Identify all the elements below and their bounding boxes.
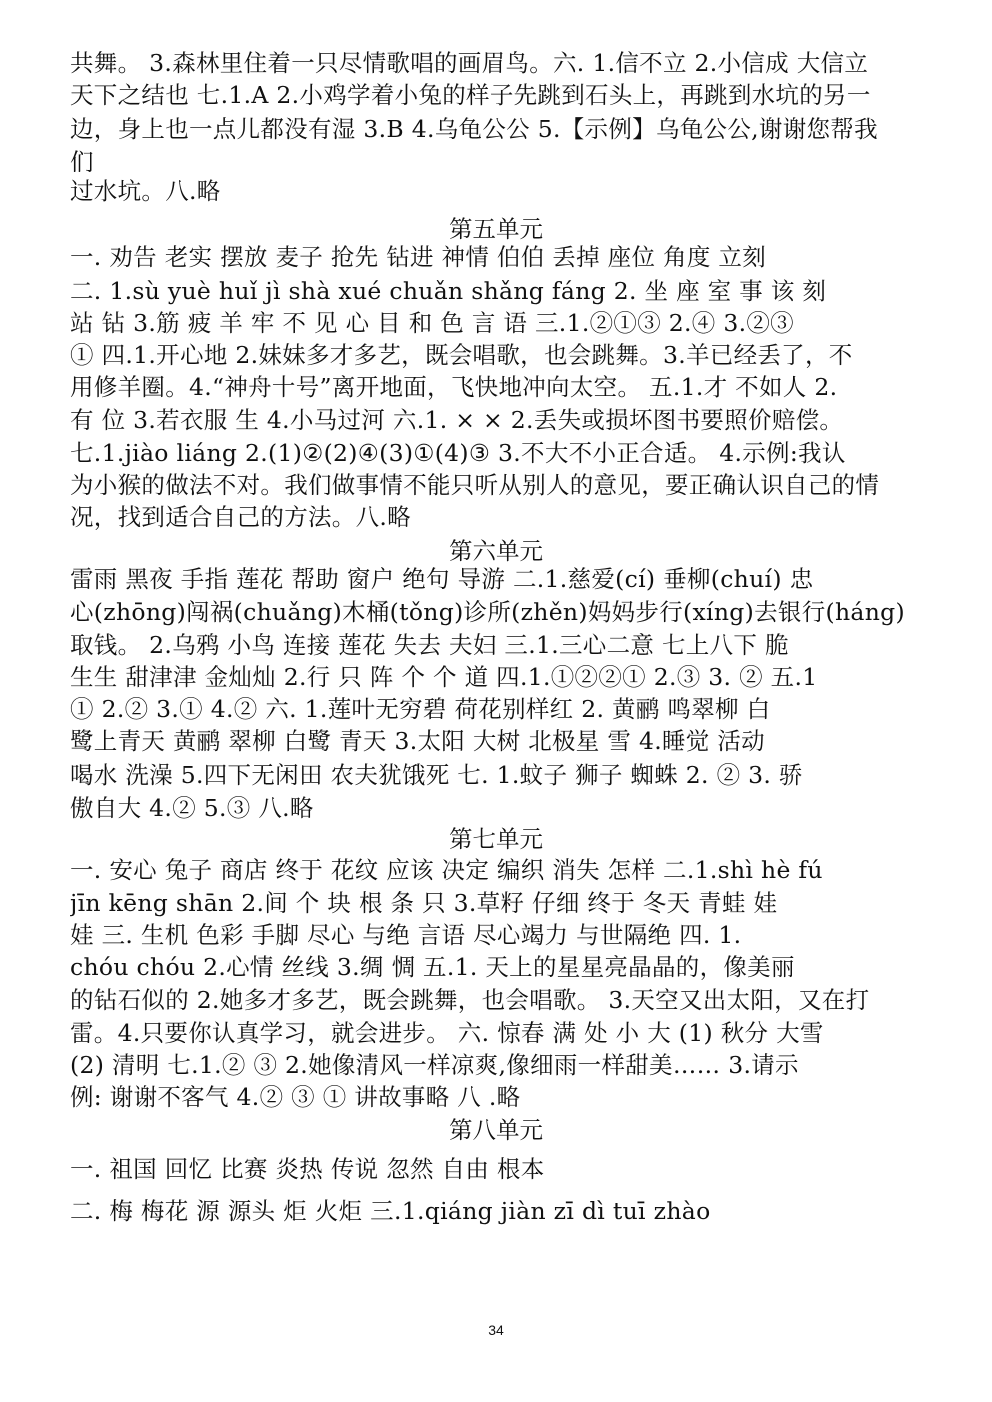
text-line: 们 xyxy=(70,148,94,176)
text-line: 一. 祖国 回忆 比赛 炎热 传说 忽然 自由 根本 xyxy=(70,1155,545,1183)
text-line: 一. 劝告 老实 摆放 麦子 抢先 钻进 神情 伯伯 丢掉 座位 角度 立刻 xyxy=(70,243,767,271)
text-line: 雷雨 黑夜 手指 莲花 帮助 窗户 绝句 导游 二.1.慈爱(cí) 垂柳(chuí) 忠 xyxy=(70,565,814,593)
text-line: 娃 三. 生机 色彩 手脚 尽心 与绝 言语 尽心竭力 与世隔绝 四. 1. xyxy=(70,921,742,949)
text-line: 心(zhōng)闯祸(chuǎng)木桶(tǒng)诊所(zhěn)妈妈步行(xíng)去银行(háng) xyxy=(70,598,905,626)
text-line: (2) 清明 七.1.② ③ 2.她像清风一样凉爽,像细雨一样甜美…… 3.请示 xyxy=(70,1051,799,1079)
text-line: 一. 安心 兔子 商店 终于 花纹 应该 决定 编织 消失 怎样 二.1.shì hè fú xyxy=(70,856,823,884)
text-line: 取钱。 2.乌鸦 小鸟 连接 莲花 失去 夫妇 三.1.三心二意 七上八下 脆 xyxy=(70,631,789,659)
text-line: 二. 1.sù yuè huǐ jì shà xué chuǎn shǎng fáng 2. 坐 座 室 事 该 刻 xyxy=(70,277,827,305)
text-line: 的钻石似的 2.她多才多艺，既会跳舞，也会唱歌。 3.天空又出太阳，又在打 xyxy=(70,986,870,1014)
unit-heading: 第七单元 xyxy=(449,825,543,853)
text-line: 站 钻 3.筋 疲 羊 牢 不 见 心 目 和 色 言 语 三.1.②①③ 2.④ 3.②③ xyxy=(70,309,794,337)
text-line: chóu chóu 2.心情 丝线 3.绸 惆 五.1. 天上的星星亮晶晶的，像美丽 xyxy=(70,953,795,981)
text-line: 过水坑。八.略 xyxy=(70,177,221,205)
text-line: ① 四.1.开心地 2.妹妹多才多艺，既会唱歌，也会跳舞。3.羊已经丢了，不 xyxy=(70,341,853,369)
text-line: 共舞。 3.森林里住着一只尽情歌唱的画眉鸟。六. 1.信不立 2.小信成 大信立 xyxy=(70,49,869,77)
text-line: ① 2.② 3.① 4.② 六. 1.莲叶无穷碧 荷花别样红 2. 黄鹂 鸣翠柳 白 xyxy=(70,695,771,723)
text-line: 况，找到适合自己的方法。八.略 xyxy=(70,503,411,531)
unit-heading: 第六单元 xyxy=(449,537,543,565)
text-line: 为小猴的做法不对。我们做事情不能只听从别人的意见，要正确认识自己的情 xyxy=(70,471,880,499)
text-line: 用修羊圈。4.“神舟十号”离开地面，飞快地冲向太空。 五.1.才 不如人 2. xyxy=(70,373,838,401)
text-line: 傲自大 4.② 5.③ 八.略 xyxy=(70,794,314,822)
text-line: 喝水 洗澡 5.四下无闲田 农夫犹饿死 七. 1.蚊子 狮子 蜘蛛 2. ② 3. 骄 xyxy=(70,761,803,789)
text-line: 鹭上青天 黄鹂 翠柳 白鹭 青天 3.太阳 大树 北极星 雪 4.睡觉 活动 xyxy=(70,727,765,755)
unit-heading: 第五单元 xyxy=(449,215,543,243)
text-line: 生生 甜津津 金灿灿 2.行 只 阵 个 个 道 四.1.①②②① 2.③ 3. ② 五.1 xyxy=(70,663,818,691)
text-line: 天下之结也 七.1.A 2.小鸡学着小兔的样子先跳到石头上，再跳到水坑的另一 xyxy=(70,81,871,109)
unit-heading: 第八单元 xyxy=(449,1116,543,1144)
text-line: jīn kēng shān 2.间 个 块 根 条 只 3.草籽 仔细 终于 冬天 青蛙 娃 xyxy=(70,889,778,917)
text-line: 边，身上也一点儿都没有湿 3.B 4.乌龟公公 5.【示例】乌龟公公,谢谢您帮我 xyxy=(70,115,878,143)
page-number: 34 xyxy=(488,1322,504,1338)
text-line: 二. 梅 梅花 源 源头 炬 火炬 三.1.qiáng jiàn zī dì tuī zhào xyxy=(70,1197,711,1225)
text-line: 有 位 3.若衣服 生 4.小马过河 六.1. × × 2.丢失或损坏图书要照价赔偿。 xyxy=(70,406,844,434)
text-line: 例: 谢谢不客气 4.② ③ ① 讲故事略 八 .略 xyxy=(70,1083,521,1111)
text-line: 雷。4.只要你认真学习，就会进步。 六. 惊春 满 处 小 大 (1) 秋分 大雪 xyxy=(70,1019,824,1047)
text-line: 七.1.jiào liáng 2.(1)②(2)④(3)①(4)③ 3.不大不小正合适。 4.示例:我认 xyxy=(70,439,846,467)
